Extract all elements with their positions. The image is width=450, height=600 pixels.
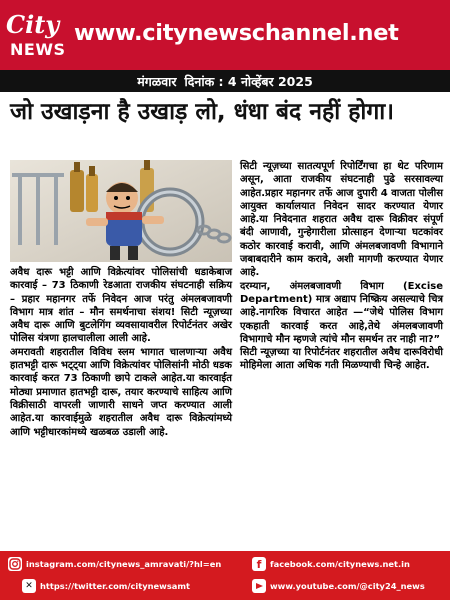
headline: जो उखाड़ना है उखाड़ लो, धंधा बंद नहीं होगा। xyxy=(10,99,394,125)
youtube-url: www.youtube.com/@city24_news xyxy=(270,581,425,591)
city-news-logo xyxy=(6,8,74,64)
logo-city-text: City xyxy=(6,10,60,39)
social-footer xyxy=(0,551,450,600)
twitter-url: https://twitter.com/citynewsamt xyxy=(40,581,190,591)
date-bar xyxy=(0,70,450,92)
facebook-url: facebook.com/citynews.net.in xyxy=(270,559,410,569)
article-paragraph: दरम्यान, अंमलबजावणी विभाग (Excise Department) मात्र अद्याप निष्क्रिय असल्याचे चित्र आहे.नागरिक विचारत आहेत —“जेथे पोलिस विभाग एकहाती कारवाई करत आहे,तेथे अंमलबजावणी विभागाचे मौन म्हणजे त्यांचे मौन समर्थन तर नाही ना?” xyxy=(240,280,443,345)
date-day: मंगळवार xyxy=(137,73,177,89)
site-url[interactable]: www.citynewschannel.net xyxy=(74,20,399,46)
instagram-link[interactable] xyxy=(8,557,221,571)
facebook-icon: f xyxy=(252,557,266,571)
instagram-url: instagram.com/citynews_amravati/?hl=en xyxy=(26,559,222,569)
masthead xyxy=(0,0,450,70)
article-right-column xyxy=(240,160,443,373)
article-paragraph: सिटी न्यूज़च्या या रिपोर्टनंतर शहरातील अवैध दारूविरोधी मोहिमेला आता अधिक गती मिळण्याची चिन्हे आहेत. xyxy=(240,347,443,372)
facebook-link[interactable] xyxy=(252,557,410,571)
x-twitter-icon: ✕ xyxy=(22,579,36,593)
article-left-column xyxy=(10,266,232,439)
article-paragraph: अमरावती शहरातील विविध स्लम भागात चालणाऱ्या अवैध हातभट्टी दारू भट्ट्या आणि विक्रेत्यांवर पोलिसांनी मोठी धडक कारवाई करत 73 ठिकाणी छापे टाकले आहेत.या कारवाईत मोठ्या प्रमाणात हातभट्टी दारू, तयार करण्याचे साहित्य आणि विक्रीसाठी वापरली जाणारी साधने जप्त करण्यात आली आहेत.या कारवाईमुळे शहरातील अवैध दारू विक्रेत्यांमध्ये आणि भट्टीधारकांमध्ये खळबळ उडाली आहे. xyxy=(10,346,232,438)
instagram-icon xyxy=(8,557,22,571)
date-label: दिनांक : 4 नोव्हेंबर 2025 xyxy=(184,73,313,89)
article-paragraph: सिटी न्यूज़च्या सातत्यपूर्ण रिपोर्टिंगचा हा थेट परिणाम असून, आता राजकीय संघटनाही पुढे सरसावल्या आहेत.प्रहार महानगर तर्फे आज दुपारी 4 वाजता पोलीस आयुक्त कार्यालयात निवेदन सादर करण्यात येणार आहे.या निवेदनात शहरात अवैध दारू विक्रीवर संपूर्ण बंदी आणावी, गुन्हेगारीला प्रोत्साहन देणाऱ्या घटकांवर कठोर कारवाई करावी, आणि अंमलबजावणी विभागाने जबाबदारीने काम करावे, अशी मागणी करण्यात येणार आहे. xyxy=(240,161,443,279)
youtube-link[interactable] xyxy=(252,579,425,593)
youtube-icon xyxy=(252,579,266,593)
illustration-arrest-icon xyxy=(10,160,232,262)
logo-news-text: NEWS xyxy=(10,40,66,59)
article-paragraph: अवैध दारू भट्टी आणि विक्रेत्यांवर पोलिसांची धडाकेबाज कारवाई – 73 ठिकाणी रेडआता राजकीय संघटनाही सक्रिय – प्रहार महानगर तर्फे निवेदन आज परंतु अंमलबजावणी विभाग मात्र शांत – मौन समर्थनाचा संशय! सिटी न्यूज़च्या अवैध दारू आणि बुटलेगिंग व्यवसायावरील रिपोर्टनंतर अखेर पोलिस यंत्रणा हालचालीला आली आहे. xyxy=(10,267,232,345)
twitter-link[interactable] xyxy=(22,579,190,593)
article-photo xyxy=(10,160,232,262)
